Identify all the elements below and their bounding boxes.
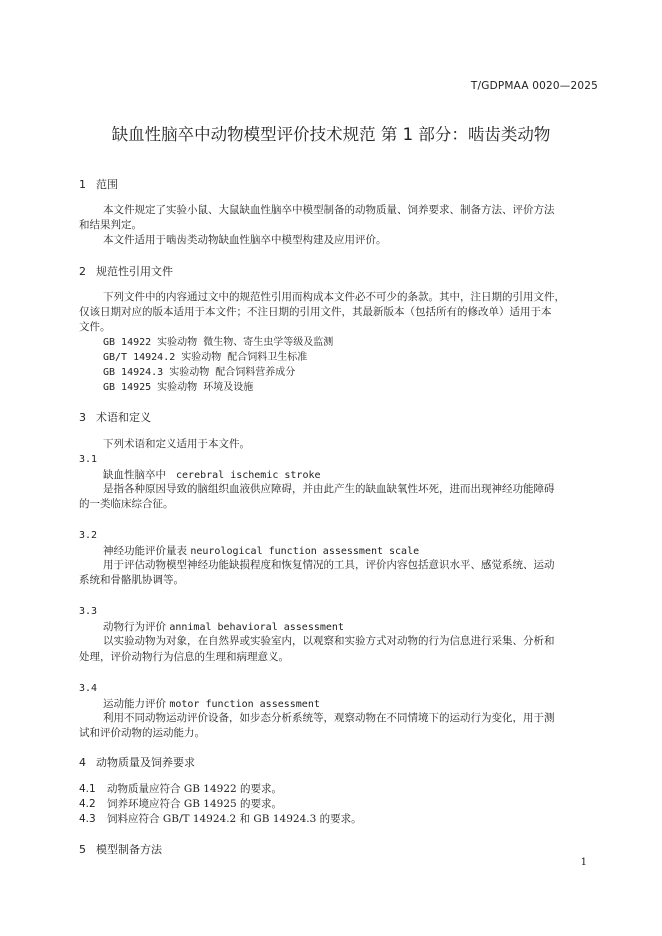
reference-item: GB 14924.3 实验动物 配合饲料营养成分 [103,367,296,378]
paragraph-line: 下列术语和定义适用于本文件。 [103,438,250,450]
paragraph-line: 的一类临床综合征。 [79,498,174,510]
document-number: T/GDPMAA 0020—2025 [470,80,598,92]
reference-item: GB/T 14924.2 实验动物 配合饲料卫生标准 [103,352,308,363]
term-title: 神经功能评价量表 neurological function assessment scale [103,545,420,557]
paragraph-line: 用于评估动物模型神经功能缺损程度和恢复情况的工具，评价内容包括意识水平、感觉系统、运动 [103,559,555,571]
term-number: 3.4 [79,683,98,694]
clause-item: 4.3 饲料应符合 GB/T 14924.2 和 GB 14924.3 的要求。 [79,813,362,825]
paragraph-line: 仅该日期对应的版本适用于本文件；不注日期的引用文件，其最新版本（包括所有的修改单）适用于本 [79,306,552,318]
section-2-heading: 2 规范性引用文件 [79,265,173,278]
paragraph-line: 处理，评价动物行为信息的生理和病理意义。 [79,651,289,663]
section-3-heading: 3 术语和定义 [79,411,151,424]
section-1-heading: 1 范围 [79,178,118,191]
paragraph-line: 系统和骨骼肌协调等。 [79,574,184,586]
term-title: 运动能力评价 motor function assessment [103,698,320,710]
reference-item: GB 14925 实验动物 环境及设施 [103,382,254,393]
section-5-heading: 5 模型制备方法 [79,843,162,856]
reference-item: GB 14922 实验动物 微生物、寄生虫学等级及监测 [103,337,334,348]
section-4-heading: 4 动物质量及饲养要求 [79,756,195,769]
page-number: 1 [580,857,587,868]
paragraph-line: 下列文件中的内容通过文中的规范性引用而构成本文件必不可少的条款。其中，注日期的引用文件， [103,291,565,303]
page-title: 缺血性脑卒中动物模型评价技术规范 第 1 部分：啮齿类动物 [111,125,551,144]
paragraph-line: 和结果判定。 [79,219,142,231]
paragraph-line: 是指各种原因导致的脑组织血液供应障碍，并由此产生的缺血缺氧性坏死，进而出现神经功能障碍 [103,483,555,495]
paragraph-line: 本文件适用于啮齿类动物缺血性脑卒中模型构建及应用评价。 [103,234,387,246]
paragraph-line: 文件。 [79,321,111,333]
paragraph-line: 试和评价动物的运动能力。 [79,727,205,739]
term-number: 3.3 [79,606,98,617]
paragraph-line: 利用不同动物运动评价设备，如步态分析系统等，观察动物在不同情境下的运动行为变化，用于测 [103,712,555,724]
paragraph-line: 以实验动物为对象，在自然界或实验室内，以观察和实验方式对动物的行为信息进行采集、分析和 [103,635,555,647]
clause-item: 4.2 饲养环境应符合 GB 14925 的要求。 [79,798,283,810]
term-number: 3.1 [79,454,98,465]
term-title: 缺血性脑卒中 cerebral ischemic stroke [103,469,321,481]
clause-item: 4.1 动物质量应符合 GB 14922 的要求。 [79,783,283,795]
paragraph-line: 本文件规定了实验小鼠、大鼠缺血性脑卒中模型制备的动物质量、饲养要求、制备方法、评价方法 [103,204,555,216]
term-number: 3.2 [79,530,98,541]
term-title: 动物行为评价 annimal behavioral assessment [103,621,344,633]
